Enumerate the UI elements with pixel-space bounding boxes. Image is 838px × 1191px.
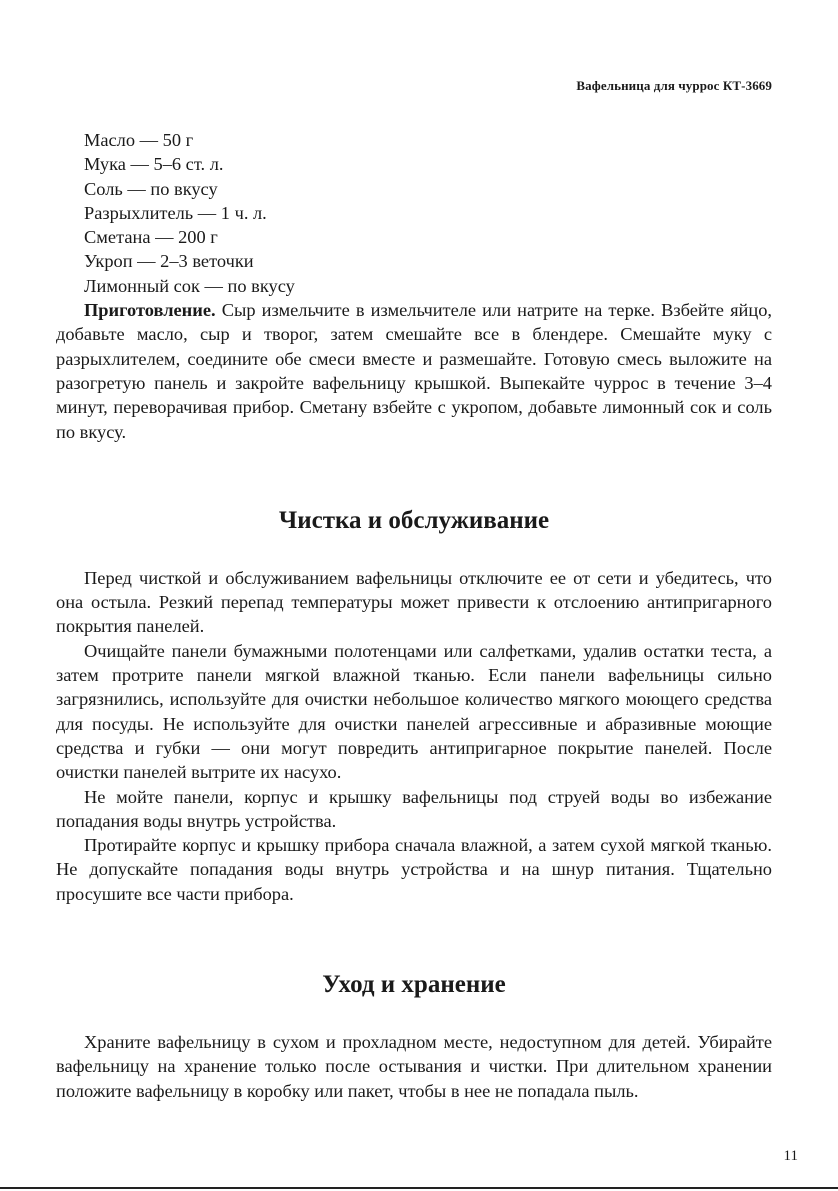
cleaning-paragraph: Очищайте панели бумажными полотенцами или салфетками, удалив остатки теста, а затем протрите панели мягкой влажной тканью. Если панели вафельницы сильно загрязнились, используйте для очистки небольшое количество мягкого моющего средства для посуды. Не используйте для очистки панелей агрессивные и абразивные моющие средства и губки — они могут повредить антипригарное покрытие панелей. После очистки панелей вытрите их насухо.: [56, 640, 772, 783]
cleaning-paragraph: Протирайте корпус и крышку прибора сначала влажной, а затем сухой мягкой тканью. Не допускайте попадания воды внутрь устройства и на шнур питания. Тщательно просушите все части прибора.: [56, 835, 772, 904]
cleaning-paragraph: Не мойте панели, корпус и крышку вафельницы под струей воды во избежание попадания воды внутрь устройства.: [56, 786, 772, 831]
ingredient-item: Сметана — 200 г: [84, 227, 218, 248]
ingredient-item: Мука — 5–6 ст. л.: [84, 154, 224, 175]
preparation-text: Сыр измельчите в измельчителе или натрите на терке. Взбейте яйцо, добавьте масло, сыр и творог, затем смешайте все в блендере. Смешайте муку с разрыхлителем, соедините обе смеси вместе и размешайте. Готовую смесь выложите на разогретую панель и закройте вафельницу крышкой. Выпекайте чуррос в течение 3–4 минут, переворачивая прибор. Сметану взбейте с укропом, добавьте лимонный сок и соль по вкусу.: [56, 300, 772, 442]
bottom-border: [0, 1187, 838, 1189]
running-header: Вафельница для чуррос КТ-3669: [576, 78, 772, 93]
preparation-label: Приготовление.: [84, 300, 216, 321]
ingredient-item: Масло — 50 г: [84, 130, 194, 150]
storage-heading: Уход и хранение: [322, 971, 506, 999]
ingredient-item: Разрыхлитель — 1 ч. л.: [84, 202, 267, 223]
ingredient-item: Укроп — 2–3 веточки: [84, 251, 254, 272]
ingredient-item: Лимонный сок — по вкусу: [84, 275, 295, 296]
cleaning-paragraph: Перед чисткой и обслуживанием вафельницы отключите ее от сети и убедитесь, что она остыла. Резкий перепад температуры может привести к отслоению антипригарного покрытия панелей.: [56, 567, 772, 637]
page-content: [56, 128, 772, 1103]
storage-paragraph: Храните вафельницу в сухом и прохладном месте, недоступном для детей. Убирайте вафельницу на хранение только после остывания и чистки. При длительном хранении положите вафельницу в коробку или пакет, чтобы в нее не попадала пыль.: [56, 1032, 772, 1101]
cleaning-heading: Чистка и обслуживание: [278, 506, 550, 534]
page-number: 11: [783, 1148, 798, 1164]
preparation-paragraph: [56, 298, 772, 444]
ingredient-item: Соль — по вкусу: [84, 178, 218, 199]
